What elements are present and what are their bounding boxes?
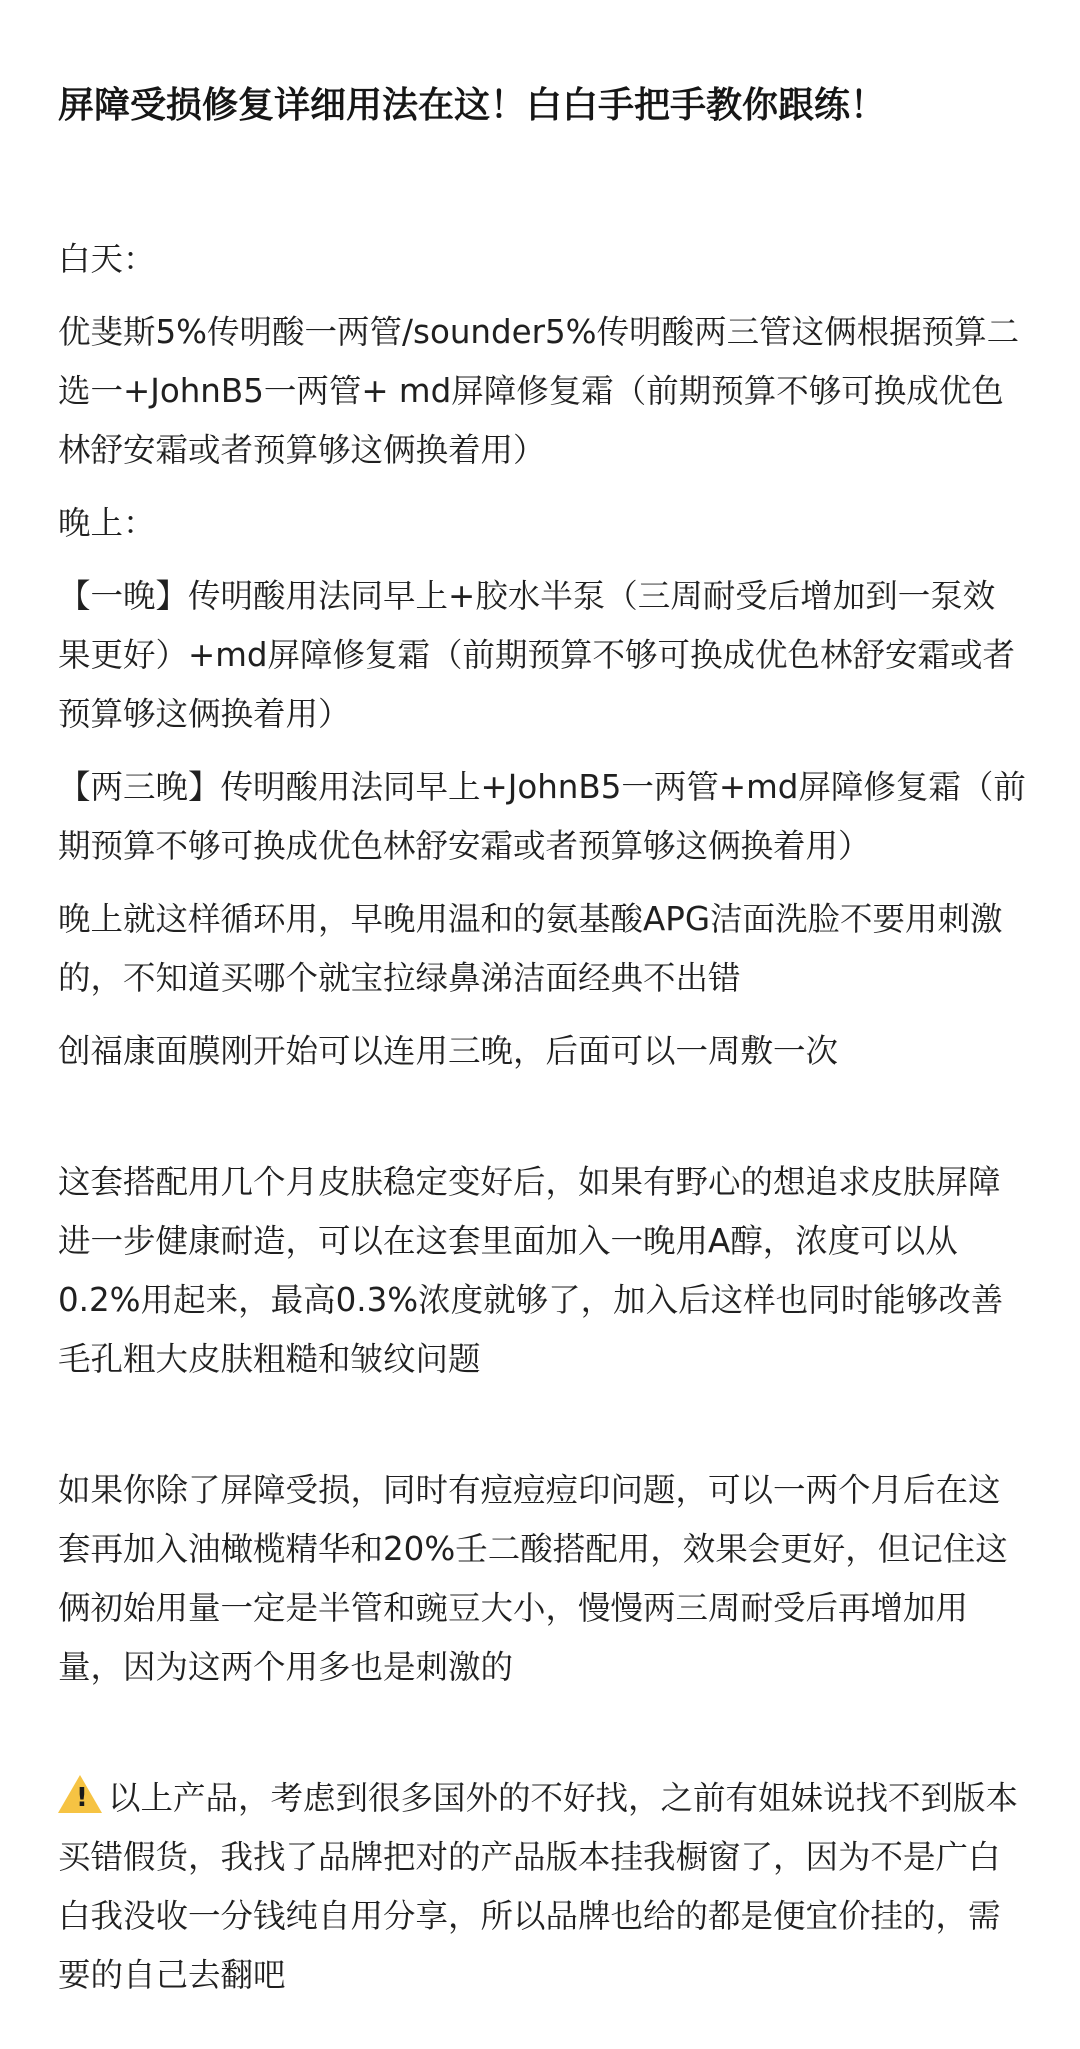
spacer — [58, 134, 1026, 230]
night-one-routine: 【一晚】传明酸用法同早上+胶水半泵（三周耐受后增加到一泵效果更好）+md屏障修复霜（前期预算不够可换成优色林舒安霜或者预算够这俩换着用） — [58, 577, 1016, 733]
warning-icon-mark: ! — [76, 1783, 88, 1813]
acne-tip: 如果你除了屏障受损，同时有痘痘痘印问题，可以一两个月后在这套再加入油橄榄精华和20%壬二酸搭配用，效果会更好，但记住这俩初始用量一定是半管和豌豆大小，慢慢两三周耐受后再增加用量，因为这两个用多也是刺激的 — [58, 1471, 1008, 1686]
warning-paragraph — [58, 1769, 1026, 2005]
day-heading: 白天： — [58, 240, 156, 278]
night-two-three-routine: 【两三晚】传明酸用法同早上+JohnB5一两管+md屏障修复霜（前期预算不够可换成优色林舒安霜或者预算够这俩换着用） — [58, 768, 1026, 865]
warning-text: 以上产品，考虑到很多国外的不好找，之前有姐妹说找不到版本买错假货，我找了品牌把对的产品版本挂我橱窗了，因为不是广白白我没收一分钱纯自用分享，所以品牌也给的都是便宜价挂的，需要的自己去翻吧 — [58, 1779, 1019, 1994]
warning-icon — [58, 1775, 102, 1813]
post-title: 屏障受损修复详细用法在这！白白手把手教你跟练！ — [58, 85, 887, 126]
day-routine: 优斐斯5%传明酸一两管/sounder5%传明酸两三管这俩根据预算二选一+JohnB5一两管+ md屏障修复霜（前期预算不够可换成优色林舒安霜或者预算够这俩换着用） — [58, 313, 1020, 469]
night-cycle-note: 晚上就这样循环用，早晚用温和的氨基酸APG洁面洗脸不要用刺激的，不知道买哪个就宝拉绿鼻涕洁面经典不出错 — [58, 900, 1003, 997]
night-heading: 晚上： — [58, 504, 156, 542]
advanced-tip: 这套搭配用几个月皮肤稳定变好后，如果有野心的想追求皮肤屏障进一步健康耐造，可以在这套里面加入一晚用A醇，浓度可以从0.2%用起来，最高0.3%浓度就够了，加入后这样也同时能够改善毛孔粗大皮肤粗糙和皱纹问题 — [58, 1163, 1004, 1378]
mask-tip: 创福康面膜刚开始可以连用三晚，后面可以一周敷一次 — [58, 1032, 839, 1070]
